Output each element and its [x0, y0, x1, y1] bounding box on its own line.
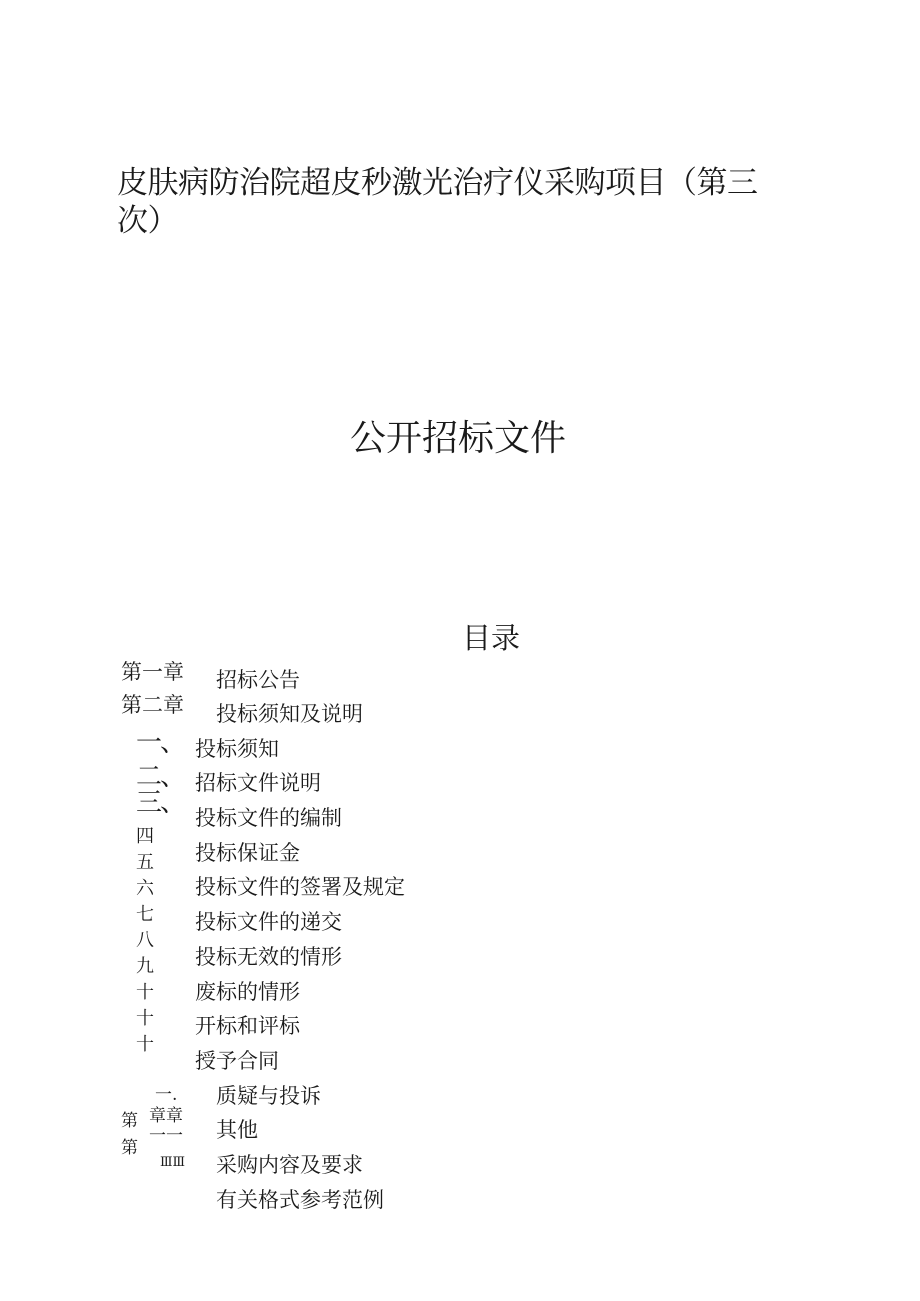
toc-chapter-title[interactable]: 投标须知及说明 [216, 702, 363, 726]
toc-section-number: 四 [136, 826, 154, 847]
toc-fragment: 章章 [149, 1106, 183, 1126]
toc-section-number: 二、 [136, 762, 185, 792]
toc-section-title[interactable]: 投标无效的情形 [195, 945, 342, 969]
toc-section-title[interactable]: 废标的情形 [195, 980, 300, 1004]
toc-section-number: 一、 [136, 728, 185, 758]
toc-section-title[interactable]: 投标文件的签署及规定 [195, 875, 405, 899]
toc-section-number: 三、 [136, 788, 185, 818]
toc-fragment: 第 [121, 1111, 138, 1131]
toc-chapter-title[interactable]: 招标公告 [216, 668, 300, 692]
toc-section-title[interactable]: 开标和评标 [195, 1014, 300, 1038]
toc-section-title[interactable]: 招标文件说明 [195, 771, 321, 795]
toc-section-number: 十 [136, 1034, 154, 1055]
toc-fragment: ⅢⅢ [160, 1155, 186, 1170]
toc-section-title[interactable]: 投标保证金 [195, 841, 300, 865]
document-title-line-2: 次） [117, 203, 178, 239]
toc-tail-title[interactable]: 质疑与投诉 [216, 1084, 321, 1108]
toc-section-number: 八 [136, 930, 154, 951]
toc-section-number: 五 [136, 852, 154, 873]
toc-section-title[interactable]: 投标须知 [195, 737, 279, 761]
toc-section-number: 十 [136, 1008, 154, 1029]
toc-heading: 目录 [462, 621, 521, 655]
toc-section-title[interactable]: 授予合同 [195, 1049, 279, 1073]
toc-fragment: 一. [155, 1085, 178, 1105]
toc-section-number: 九 [136, 956, 154, 977]
toc-section-number: 六 [136, 878, 154, 899]
toc-section-title[interactable]: 投标文件的编制 [195, 806, 342, 830]
toc-tail-title[interactable]: 有关格式参考范例 [216, 1188, 384, 1212]
toc-section-number: 十 [136, 982, 154, 1003]
toc-section-number: 七 [136, 904, 154, 925]
toc-fragment: 一一 [149, 1126, 183, 1146]
document-title-line-1: 皮肤病防治院超皮秒激光治疗仪采购项目（第三 [117, 165, 758, 201]
toc-section-title[interactable]: 投标文件的递交 [195, 910, 342, 934]
document-type-heading: 公开招标文件 [350, 418, 567, 459]
toc-tail-title[interactable]: 其他 [216, 1118, 258, 1142]
toc-fragment: 第 [121, 1138, 138, 1158]
toc-chapter-label: 第一章 [121, 660, 184, 684]
toc-chapter-label: 第二章 [121, 693, 184, 717]
toc-tail-title[interactable]: 采购内容及要求 [216, 1153, 363, 1177]
